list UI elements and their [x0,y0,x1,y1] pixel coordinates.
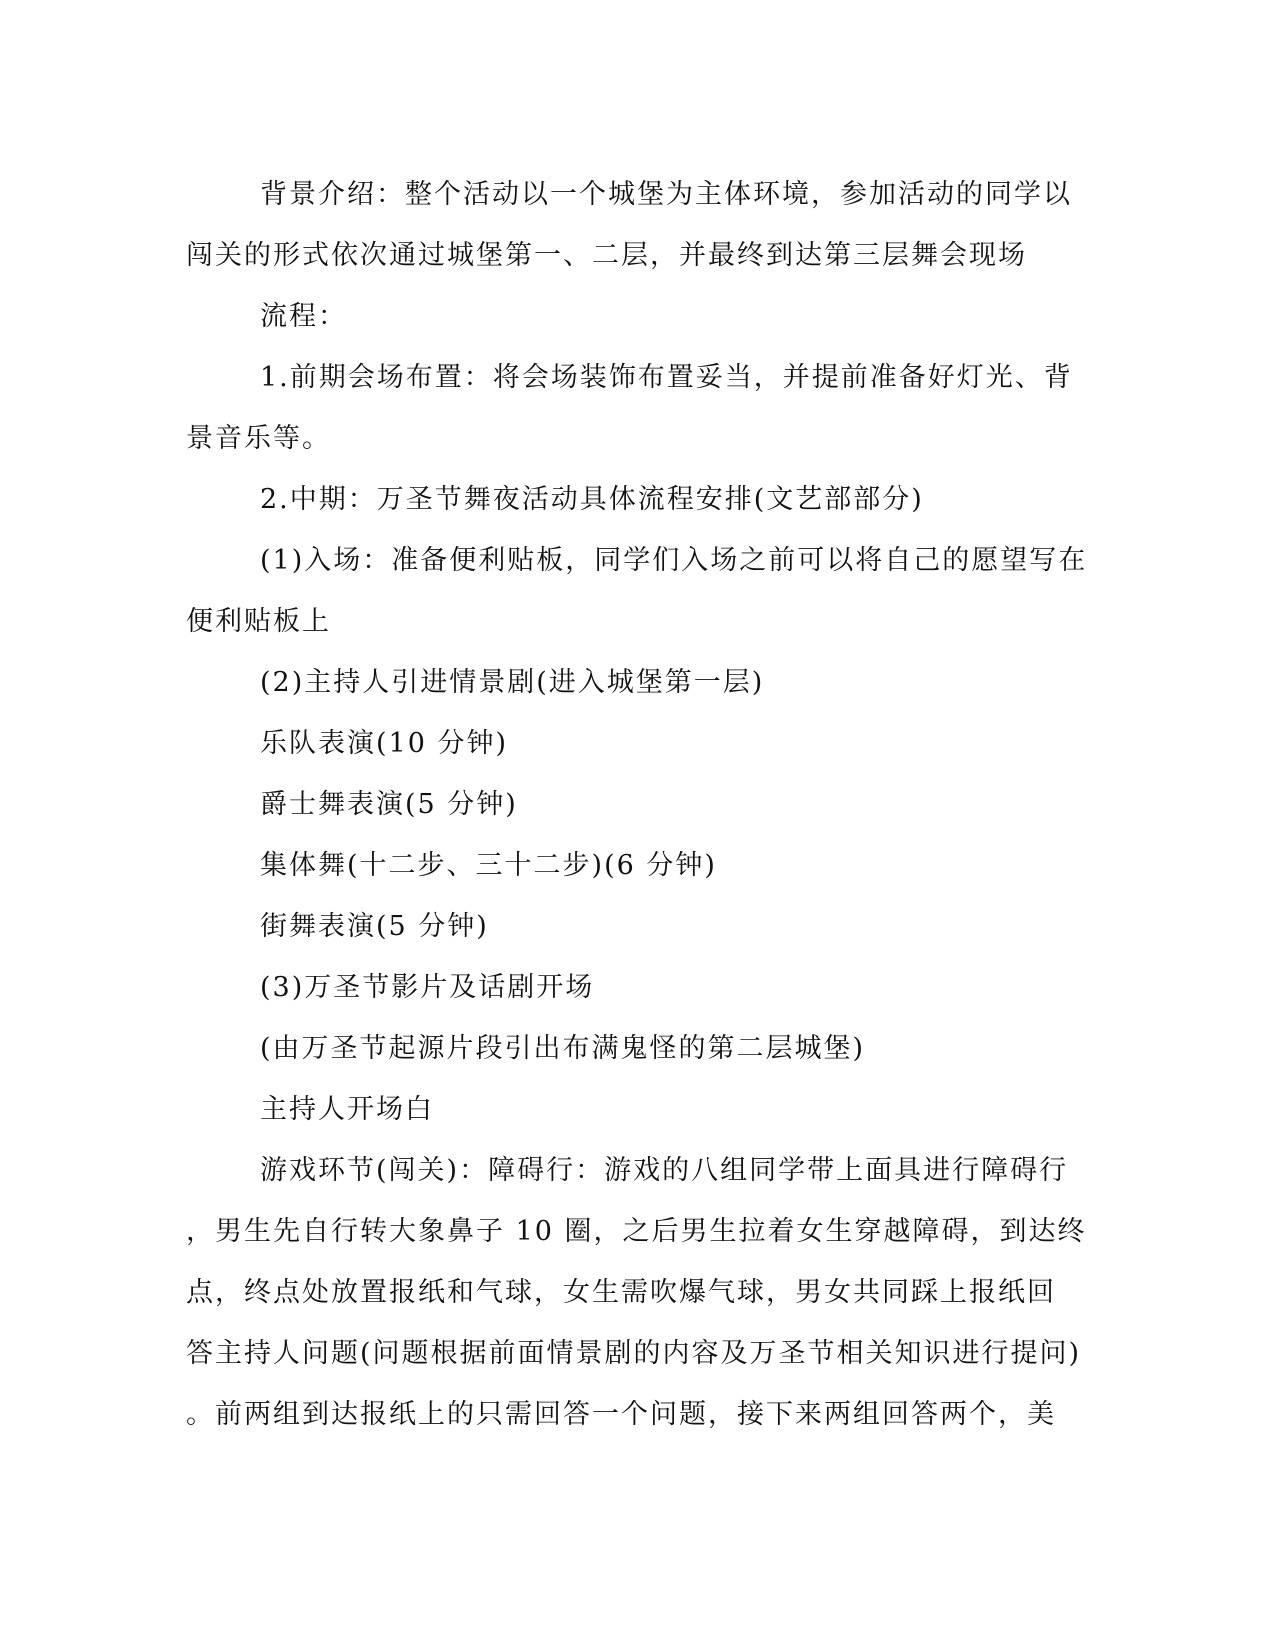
text-line: 背景介绍：整个活动以一个城堡为主体环境，参加活动的同学以 [260,179,1072,210]
text-line: (2)主持人引进情景剧(进入城堡第一层) [260,667,765,698]
text-line: 便利贴板上 [186,606,331,637]
text-line: 1.前期会场布置：将会场装饰布置妥当，并提前准备好灯光、背 [260,362,1073,393]
text-line: (3)万圣节影片及话剧开场 [260,972,595,1003]
text-line: (1)入场：准备便利贴板，同学们入场之前可以将自己的愿望写在 [260,545,1088,576]
text-line: 景音乐等。 [186,423,331,454]
text-line: 主持人开场白 [260,1094,434,1125]
text-line: 点，终点处放置报纸和气球，女生需吹爆气球，男女共同踩上报纸回 [186,1277,1056,1308]
text-line: 集体舞(十二步、三十二步)(6 分钟) [260,850,717,881]
text-line: 答主持人问题(问题根据前面情景剧的内容及万圣节相关知识进行提问) [186,1338,1082,1369]
text-line: 爵士舞表演(5 分钟) [260,789,518,820]
text-line: 闯关的形式依次通过城堡第一、二层，并最终到达第三层舞会现场 [186,240,1027,271]
text-line: 游戏环节(闯关)：障碍行：游戏的八组同学带上面具进行障碍行 [260,1155,1069,1186]
text-line: ，男生先自行转大象鼻子 10 圈，之后男生拉着女生穿越障碍，到达终 [186,1216,1087,1247]
document-body [186,164,1088,1445]
text-line: 。前两组到达报纸上的只需回答一个问题，接下来两组回答两个，美 [186,1399,1056,1430]
text-line: (由万圣节起源片段引出布满鬼怪的第二层城堡) [260,1033,866,1064]
text-line: 2.中期：万圣节舞夜活动具体流程安排(文艺部部分) [260,484,924,515]
text-line: 街舞表演(5 分钟) [260,911,489,942]
text-line: 流程： [260,301,347,332]
text-line: 乐队表演(10 分钟) [260,728,509,759]
